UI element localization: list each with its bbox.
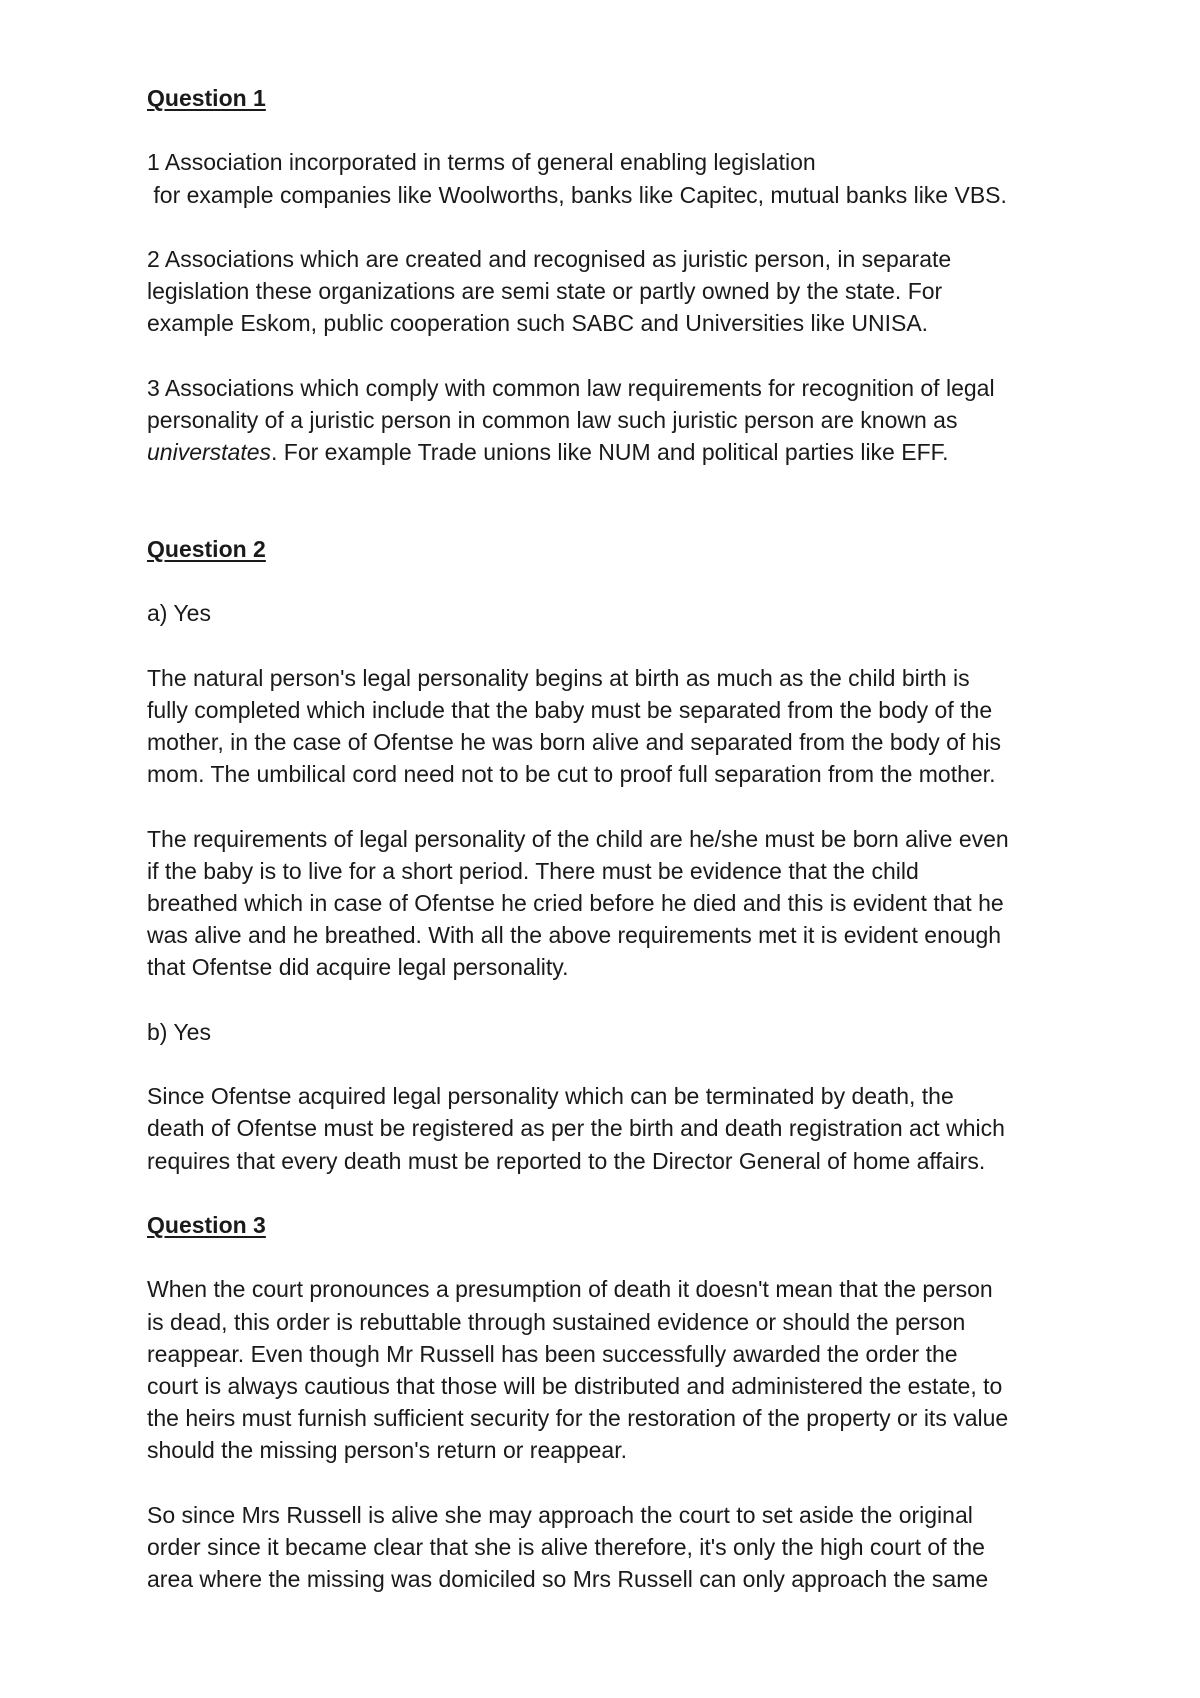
q1-item-2-line: legislation these organizations are semi state or partly owned by the state. For xyxy=(147,278,943,305)
q3-p2-line: order since it became clear that she is alive therefore, it's only the high court of the xyxy=(147,1533,985,1560)
q1-item-3-line: personality of a juristic person in common law such juristic person are known as xyxy=(147,406,958,433)
q2-a-paragraph-2 xyxy=(147,823,1087,984)
q1-item-3 xyxy=(147,372,1087,469)
q2-a-paragraph-1 xyxy=(147,662,1087,791)
q1-item-2-line: 2 Associations which are created and recognised as juristic person, in separate xyxy=(147,245,952,272)
q1-item-1-line: 1 Association incorporated in terms of general enabling legislation xyxy=(147,149,816,176)
q2-a-p2-line: The requirements of legal personality of the child are he/she must be born alive even xyxy=(147,825,1009,852)
question-2-heading: Question 2 xyxy=(147,535,266,562)
q1-item-3-italic-term: universtates xyxy=(147,439,272,466)
q2-b-line: death of Ofentse must be registered as per the birth and death registration act which xyxy=(147,1115,1005,1142)
q2-a-p1-line: mom. The umbilical cord need not to be cut to proof full separation from the mother. xyxy=(147,761,996,788)
q2-b-line: Since Ofentse acquired legal personality which can be terminated by death, the xyxy=(147,1083,954,1110)
q2-b-paragraph xyxy=(147,1080,1087,1177)
q3-paragraph-2 xyxy=(147,1499,1087,1596)
q3-p1-line: the heirs must furnish sufficient security for the restoration of the property or its value xyxy=(147,1405,1009,1432)
document-page xyxy=(147,82,1087,1595)
q2-a-p2-line: that Ofentse did acquire legal personality. xyxy=(147,954,569,981)
q2-a-p2-line: breathed which in case of Ofentse he cried before he died and this is evident that he xyxy=(147,889,1004,916)
q2-a-label: a) Yes xyxy=(147,600,211,627)
q3-p2-line: So since Mrs Russell is alive she may approach the court to set aside the original xyxy=(147,1501,973,1528)
q3-p2-line: area where the missing was domiciled so Mrs Russell can only approach the same xyxy=(147,1566,989,1593)
q3-p1-line: court is always cautious that those will be distributed and administered the estate, to xyxy=(147,1372,1003,1399)
q2-b-line: requires that every death must be reported to the Director General of home affairs. xyxy=(147,1147,986,1174)
question-1-heading: Question 1 xyxy=(147,85,266,111)
q2-a-p1-line: fully completed which include that the baby must be separated from the body of the xyxy=(147,696,993,723)
q3-p1-line: should the missing person's return or reappear. xyxy=(147,1437,627,1464)
q2-a-p1-line: mother, in the case of Ofentse he was born alive and separated from the body of his xyxy=(147,728,1002,755)
question-3-heading: Question 3 xyxy=(147,1211,266,1238)
q2-a-p1-line: The natural person's legal personality begins at birth as much as the child birth is xyxy=(147,664,970,691)
q1-item-1 xyxy=(147,146,1087,210)
q1-item-3-tail: . For example Trade unions like NUM and political parties like EFF. xyxy=(271,439,949,466)
q3-p1-line: reappear. Even though Mr Russell has been successfully awarded the order the xyxy=(147,1340,958,1367)
q2-a-p2-line: was alive and he breathed. With all the above requirements met it is evident enough xyxy=(147,922,1002,949)
q3-paragraph-1 xyxy=(147,1273,1087,1466)
q1-item-2-line: example Eskom, public cooperation such SABC and Universities like UNISA. xyxy=(147,310,929,337)
q1-item-1-line: for example companies like Woolworths, banks like Capitec, mutual banks like VBS. xyxy=(147,181,1007,208)
q3-p1-line: is dead, this order is rebuttable through sustained evidence or should the person xyxy=(147,1308,966,1335)
q1-item-3-line: 3 Associations which comply with common law requirements for recognition of legal xyxy=(147,374,995,401)
q1-item-3-line xyxy=(147,436,1087,468)
q2-b-label: b) Yes xyxy=(147,1018,211,1045)
q2-a-p2-line: if the baby is to live for a short period. There must be evidence that the child xyxy=(147,857,919,884)
q3-p1-line: When the court pronounces a presumption of death it doesn't mean that the person xyxy=(147,1276,993,1303)
q1-item-2 xyxy=(147,243,1087,340)
